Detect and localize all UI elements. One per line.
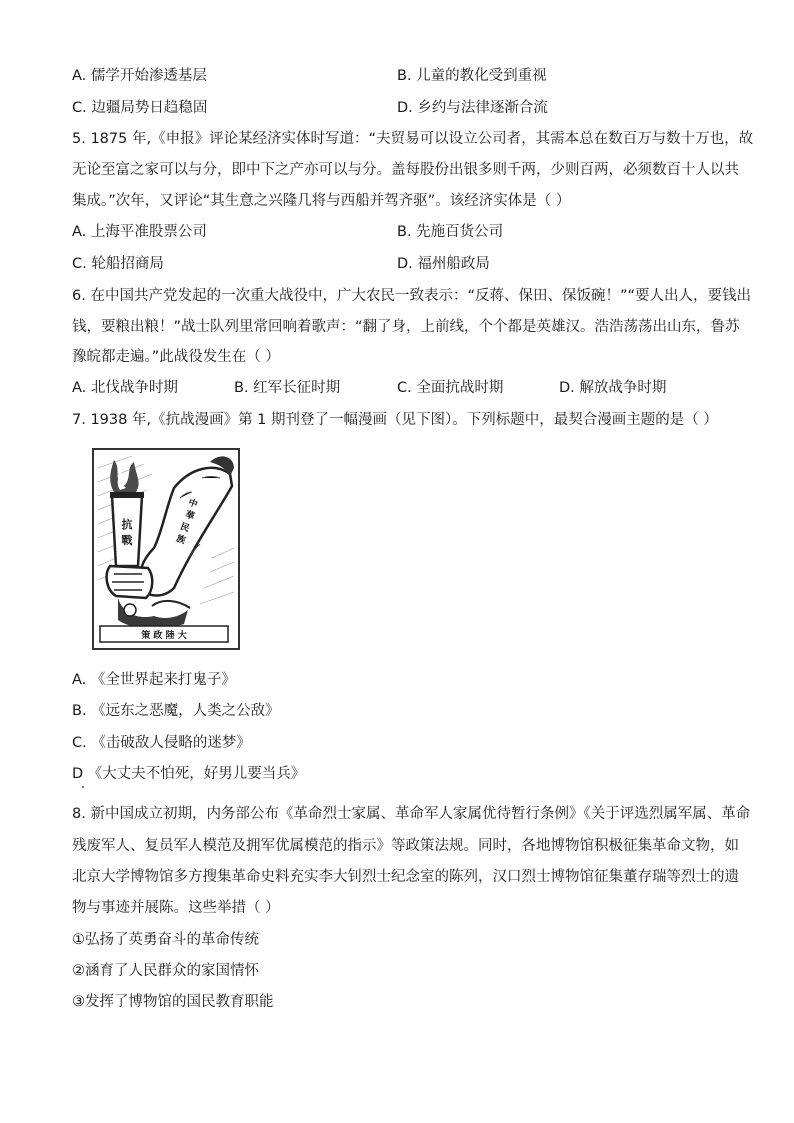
svg-text:民: 民 xyxy=(178,521,191,535)
svg-text:族: 族 xyxy=(174,533,187,547)
q5-option-a: A. 上海平准股票公司 xyxy=(72,224,207,240)
q8-item-3: ③发挥了博物馆的国民教育职能 xyxy=(72,994,274,1010)
torch-label-char-2: 戰 xyxy=(121,534,133,547)
q7-stem-line-1: 7. 1938 年,《抗战漫画》第 1 期刊登了一幅漫画（见下图）。下列标题中，最契合漫画主题的是（ ） xyxy=(72,412,718,428)
q4-option-d: D. 乡约与法律逐渐合流 xyxy=(397,100,548,116)
q6-stem-line-1: 6. 在中国共产党发起的一次重大战役中，广大农民一致表示：“反蒋、保田、保饭碗！”“要人出人，要钱出 xyxy=(72,288,751,304)
cartoon-bottom-label: 策 政 陸 大 xyxy=(141,631,187,641)
q7-option-a: A. 《全世界起来打鬼子》 xyxy=(72,672,236,688)
q6-option-a: A. 北伐战争时期 xyxy=(72,380,178,396)
q6-stem-line-3: 豫皖都走遍。”此战役发生在（ ） xyxy=(72,349,280,365)
q5-option-d: D. 福州船政局 xyxy=(397,256,490,272)
q7-option-d: D 《大丈夫不怕死，好男儿要当兵》 xyxy=(72,766,306,782)
q5-option-c: C. 轮船招商局 xyxy=(72,256,164,272)
svg-text:華: 華 xyxy=(183,509,196,523)
stray-dot xyxy=(82,786,84,788)
q6-option-d: D. 解放战争时期 xyxy=(559,380,667,396)
q8-stem-line-2: 残废军人、复员军人模范及拥军优属模范的指示》等政策法规。同时，各地博物馆积极征集革命文物，如 xyxy=(72,838,739,854)
q4-option-a: A. 儒学开始渗透基层 xyxy=(72,68,207,84)
torch-label-char-1: 抗 xyxy=(121,518,133,531)
q7-option-b: B. 《远东之恶魔，人类之公敌》 xyxy=(72,703,280,719)
q5-stem-line-3: 集成。”次年，又评论“其生意之兴隆几将与西船并驾齐驱”。该经济实体是（ ） xyxy=(72,193,571,209)
q8-stem-line-3: 北京大学博物馆多方搜集革命史料充实李大钊烈士纪念室的陈列，汉口烈士博物馆征集董存瑞等烈士的遗 xyxy=(72,869,739,885)
q7-option-c: C. 《击破敌人侵略的迷梦》 xyxy=(72,735,251,751)
q6-stem-line-2: 钱，要粮出粮！”战士队列里常回响着歌声：“翻了身，上前线，个个都是英雄汉。浩浩荡荡出山东，鲁苏 xyxy=(72,319,740,335)
q5-stem-line-1: 5. 1875 年,《申报》评论某经济实体时写道：“夫贸易可以设立公司者，其需本总在数百万与数十万也，故 xyxy=(72,131,754,147)
q4-option-b: B. 儿童的教化受到重视 xyxy=(397,68,547,84)
svg-text:中: 中 xyxy=(186,497,199,511)
q8-item-2: ②涵育了人民群众的家国情怀 xyxy=(72,963,259,979)
q5-stem-line-2: 无论至富之家可以与分，即中下之产亦可以与分。盖每股份出银多则千两，少则百两，必须数百十人以共 xyxy=(72,162,739,178)
q8-item-1: ①弘扬了英勇奋斗的革命传统 xyxy=(72,932,259,948)
q6-option-b: B. 红军长征时期 xyxy=(234,380,341,396)
anti-war-cartoon-image xyxy=(92,448,240,650)
q5-option-b: B. 先施百货公司 xyxy=(397,224,504,240)
q6-option-c: C. 全面抗战时期 xyxy=(397,380,504,396)
q4-option-c: C. 边疆局势日趋稳固 xyxy=(72,100,208,116)
q8-stem-line-1: 8. 新中国成立初期，内务部公布《革命烈士家属、革命军人家属优待暂行条例》《关于评选烈属军属、革命 xyxy=(72,806,751,822)
q8-stem-line-4: 物与事迹并展陈。这些举措（ ） xyxy=(72,900,280,916)
